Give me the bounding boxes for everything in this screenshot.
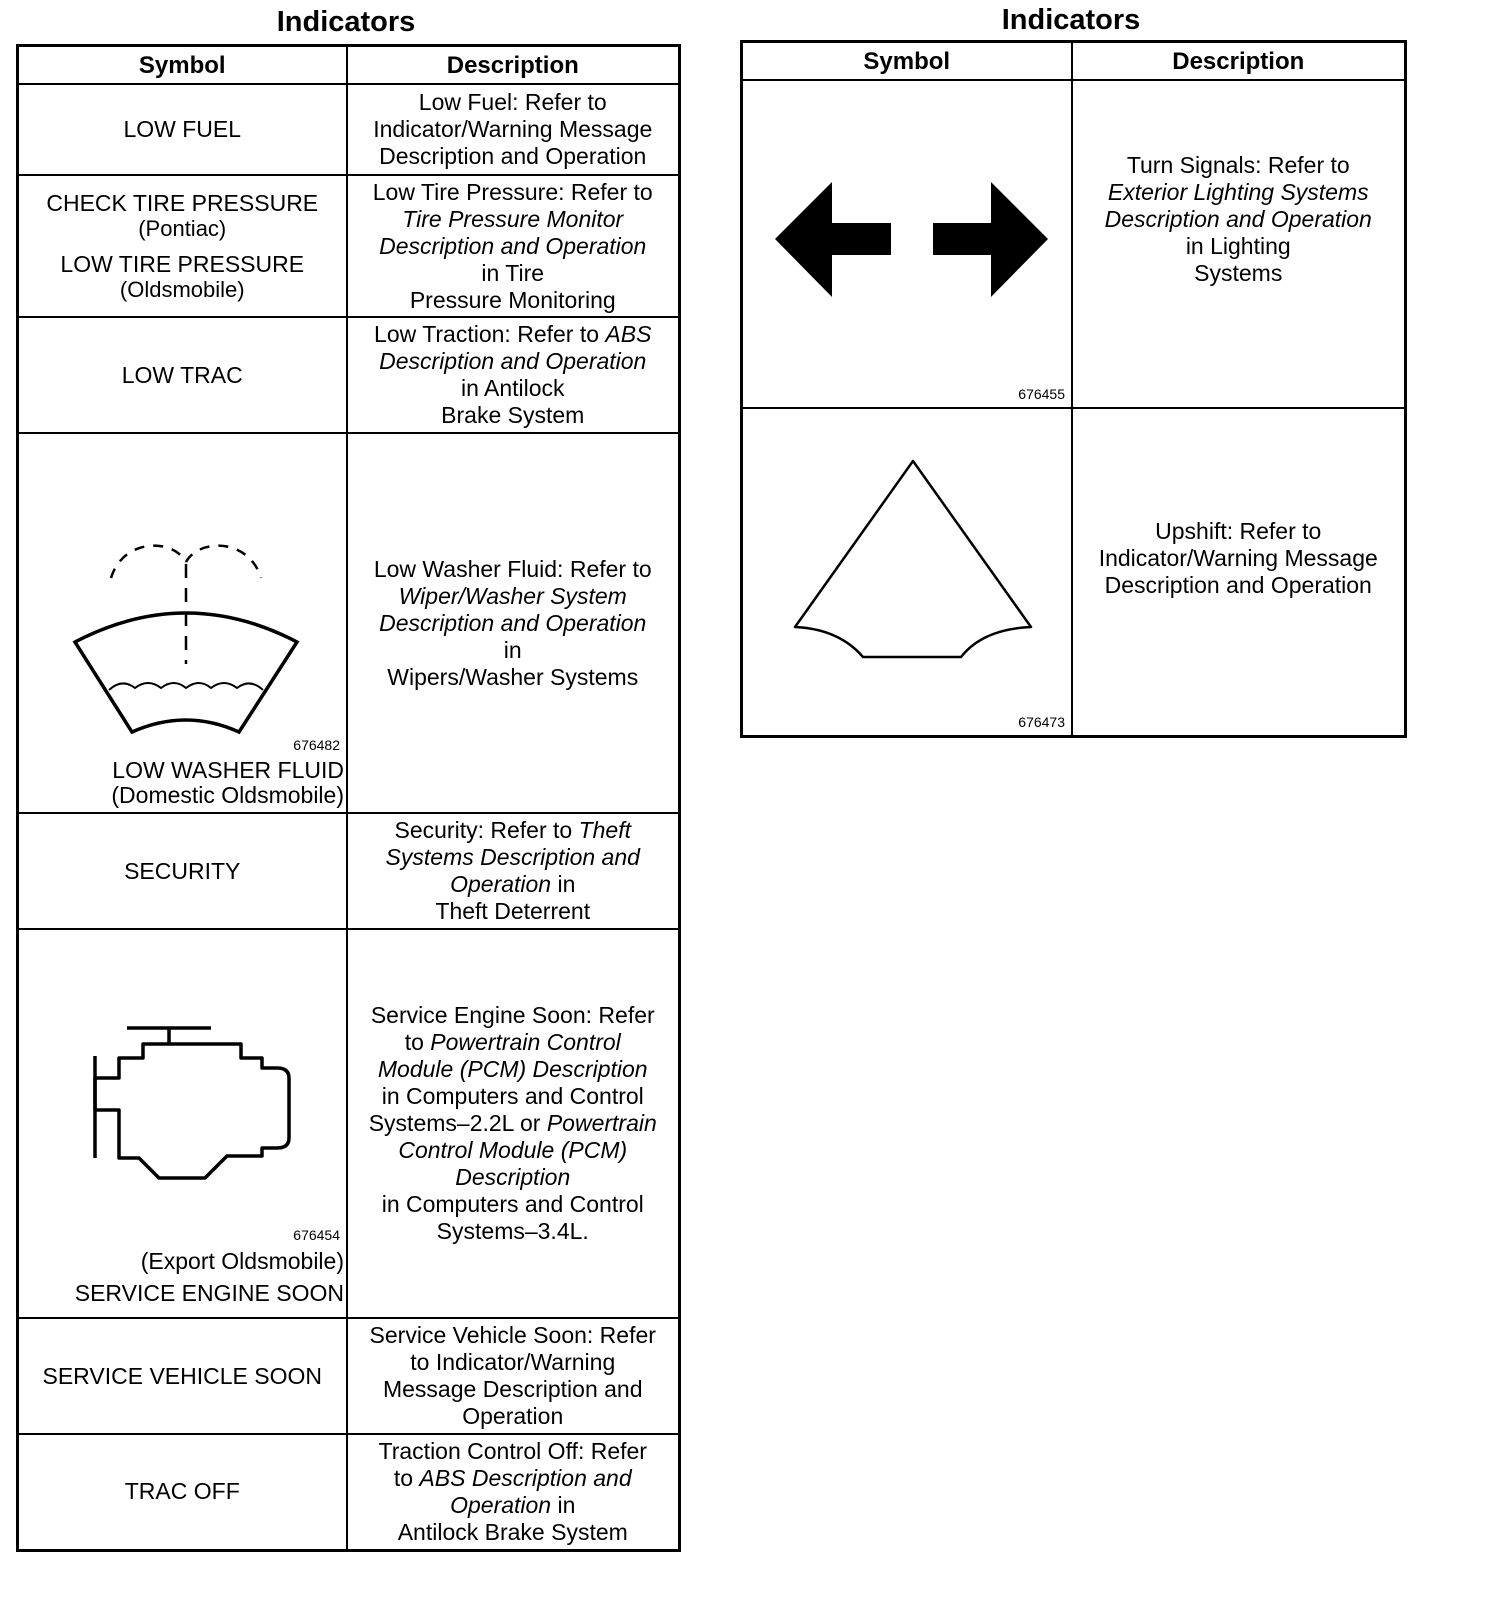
symbol-caption: LOW WASHER FLUID (112, 757, 344, 783)
desc-ref: Module (PCM) Description (377, 1056, 648, 1082)
figure-number: 676473 (1018, 714, 1065, 730)
desc-line (348, 871, 679, 898)
desc-text: Security: Refer to (394, 817, 579, 843)
desc-line (1073, 206, 1405, 233)
desc-line (348, 1110, 679, 1137)
desc-line (348, 1465, 679, 1492)
desc-ref: Description and Operation (379, 232, 647, 259)
desc-line: Pressure Monitoring (409, 286, 616, 313)
desc-text: Systems–2.2L or (368, 1110, 547, 1136)
desc-text: in (551, 871, 576, 897)
desc-line: Indicator/Warning Message (373, 116, 653, 142)
desc-ref: Theft (578, 817, 631, 843)
desc-line: Wipers/Washer Systems (387, 663, 639, 690)
table-row (18, 1434, 680, 1550)
desc-ref: Wiper/Washer System (398, 582, 627, 609)
description-tire-pressure (347, 175, 680, 317)
left-table-title: Indicators (276, 6, 416, 38)
desc-ref: Description and Operation (379, 609, 647, 636)
table-row (18, 433, 680, 813)
symbol-tire-pressure (18, 175, 347, 317)
desc-line (348, 1056, 679, 1083)
desc-line (348, 583, 679, 610)
description-service-engine-soon (347, 929, 680, 1318)
desc-ref: ABS Description and (419, 1464, 632, 1491)
figure-number: 676482 (293, 737, 340, 753)
left-indicators-table (16, 44, 681, 1552)
desc-ref: Exterior Lighting Systems (1107, 178, 1369, 205)
header-row (742, 42, 1406, 81)
desc-line: Systems (1194, 259, 1283, 286)
desc-ref: Powertrain (546, 1110, 657, 1136)
table-row (742, 80, 1406, 408)
desc-line: Antilock Brake System (397, 1518, 628, 1545)
symbol-low-fuel: LOW FUEL (18, 84, 347, 175)
description-header: Description (347, 46, 680, 85)
symbol-turn-signals (742, 80, 1072, 408)
desc-line: Indicator/Warning Message (1098, 544, 1378, 571)
desc-ref: Control Module (PCM) (398, 1137, 628, 1163)
desc-line: Service Engine Soon: Refer (370, 1002, 655, 1028)
symbol-security: SECURITY (18, 813, 347, 929)
description-low-washer-fluid (347, 433, 680, 813)
right-table-title: Indicators (1001, 4, 1141, 36)
symbol-low-tire-pressure: LOW TIRE PRESSURE (60, 251, 305, 277)
desc-line: Low Washer Fluid: Refer to (373, 555, 652, 582)
description-low-trac (347, 317, 680, 433)
desc-line: Brake System (441, 402, 585, 428)
symbol-caption-note: (Export Oldsmobile) (140, 1248, 344, 1274)
desc-line (348, 348, 679, 375)
symbol-oldsmobile-note: (Oldsmobile) (119, 277, 245, 302)
figure-number: 676454 (293, 1227, 340, 1243)
upshift-icon (743, 439, 1073, 719)
desc-line (348, 817, 679, 844)
desc-line: Low Tire Pressure: Refer to (372, 178, 653, 205)
desc-line: Service Vehicle Soon: Refer (369, 1322, 656, 1348)
symbol-trac-off: TRAC OFF (18, 1434, 347, 1550)
right-indicators-table (740, 40, 1407, 738)
desc-line: in Antilock (460, 375, 565, 401)
desc-ref: Operation (450, 1491, 552, 1518)
desc-ref: Description and Operation (1104, 205, 1372, 232)
desc-line (348, 233, 679, 260)
desc-ref: Powertrain Control (430, 1029, 621, 1055)
desc-line (348, 844, 679, 871)
desc-ref: Systems Description and (385, 844, 640, 870)
desc-line: in (503, 636, 522, 663)
symbol-pontiac-note: (Pontiac) (138, 216, 227, 241)
turn-signal-arrows-icon (743, 141, 1073, 341)
desc-ref: Operation (450, 871, 552, 897)
desc-line: Operation (462, 1403, 564, 1429)
table-row (18, 813, 680, 929)
figure-number: 676455 (1018, 386, 1065, 402)
desc-line: to Indicator/Warning (410, 1349, 616, 1375)
desc-line (348, 610, 679, 637)
table-row (18, 175, 680, 317)
washer-fluid-icon (19, 474, 348, 774)
table-row (18, 929, 680, 1318)
description-upshift (1072, 408, 1406, 737)
symbol-header: Symbol (18, 46, 347, 85)
desc-line: Systems–3.4L. (436, 1218, 589, 1244)
desc-ref: Tire Pressure Monitor (402, 205, 624, 232)
desc-text: to (393, 1464, 420, 1491)
desc-line (348, 1492, 679, 1519)
table-row (742, 408, 1406, 737)
desc-line: in Tire (481, 259, 545, 286)
desc-line: Description and Operation (1104, 571, 1372, 598)
description-trac-off (347, 1434, 680, 1550)
desc-line: Turn Signals: Refer to (1126, 151, 1350, 178)
description-header: Description (1072, 42, 1406, 81)
desc-line: Upshift: Refer to (1155, 517, 1322, 544)
desc-line: Message Description and (382, 1376, 643, 1402)
description-service-vehicle-soon (347, 1318, 680, 1434)
desc-line: Low Fuel: Refer to (418, 89, 607, 115)
description-turn-signals (1072, 80, 1406, 408)
desc-line: Traction Control Off: Refer (378, 1437, 647, 1464)
symbol-upshift (742, 408, 1072, 737)
table-row (18, 84, 680, 175)
desc-line (1073, 179, 1405, 206)
desc-text: in (551, 1491, 576, 1518)
symbol-caption-note: (Domestic Oldsmobile) (111, 782, 344, 808)
desc-text: Low Traction: Refer to (374, 321, 606, 347)
symbol-low-washer-fluid (18, 433, 347, 813)
desc-line: in Computers and Control (381, 1191, 644, 1217)
description-low-fuel (347, 84, 680, 175)
header-row (18, 46, 680, 85)
desc-line (348, 321, 679, 348)
symbol-header: Symbol (742, 42, 1072, 81)
desc-line (348, 1164, 679, 1191)
desc-line (348, 1137, 679, 1164)
symbol-service-engine-soon (18, 929, 347, 1318)
desc-ref: Description (455, 1164, 571, 1190)
desc-line: in Computers and Control (381, 1083, 644, 1109)
symbol-low-trac: LOW TRAC (18, 317, 347, 433)
table-row (18, 1318, 680, 1434)
description-security (347, 813, 680, 929)
desc-line: Theft Deterrent (435, 898, 591, 924)
desc-line: Description and Operation (379, 143, 647, 169)
desc-line (348, 206, 679, 233)
desc-text: to (404, 1029, 431, 1055)
symbol-service-vehicle-soon: SERVICE VEHICLE SOON (18, 1318, 347, 1434)
symbol-check-tire-pressure: CHECK TIRE PRESSURE (46, 190, 319, 216)
desc-ref: Description and Operation (379, 348, 647, 374)
desc-line: in Lighting (1185, 232, 1291, 259)
symbol-caption: SERVICE ENGINE SOON (74, 1280, 344, 1306)
table-row (18, 317, 680, 433)
desc-line (348, 1029, 679, 1056)
desc-ref: ABS (605, 321, 652, 347)
